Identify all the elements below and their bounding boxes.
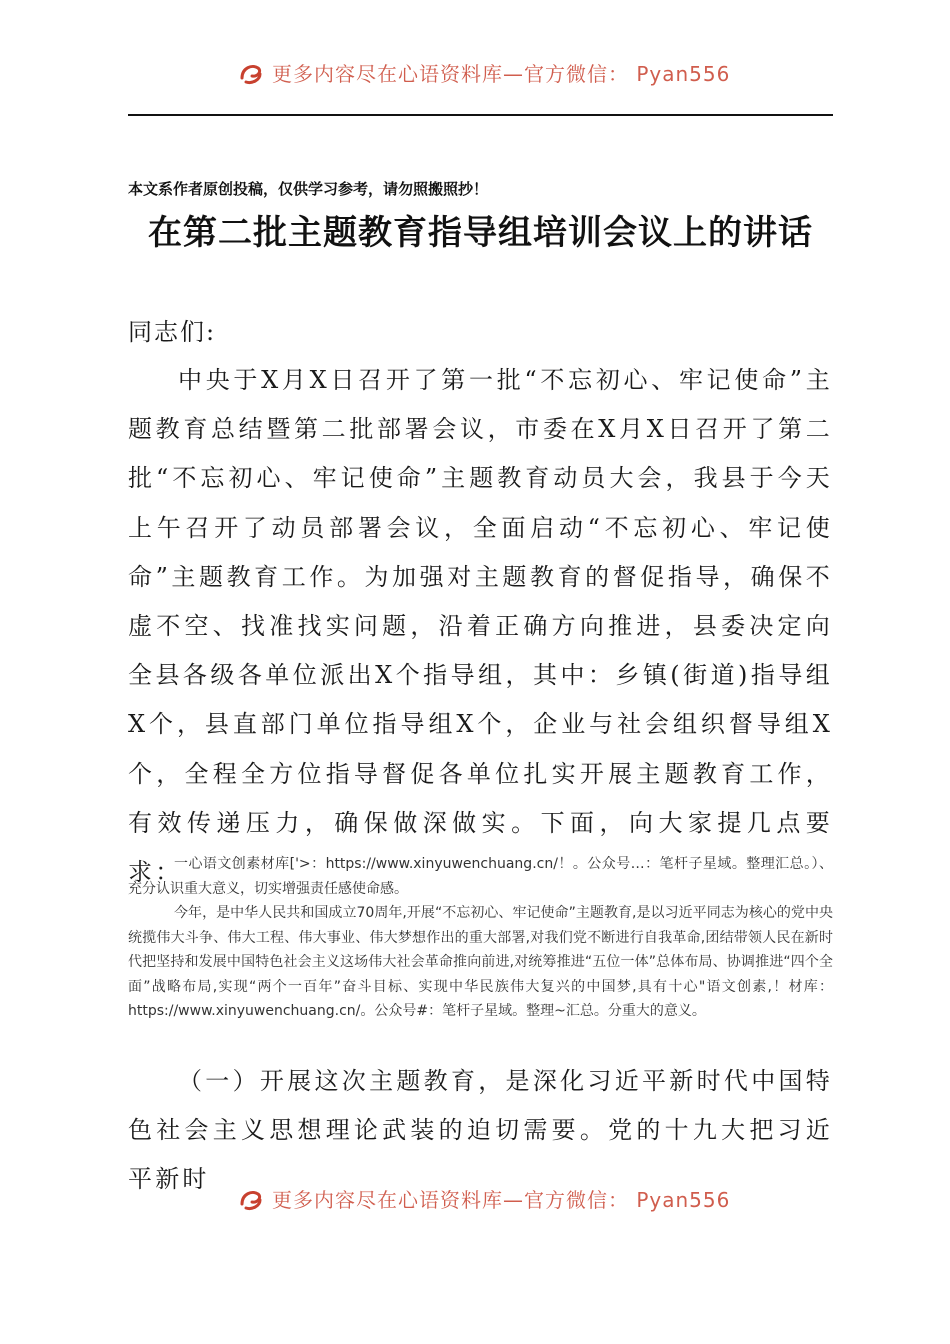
body-paragraph-2: （一）开展这次主题教育，是深化习近平新时代中国特色社会主义思想理论武装的迫切需要。党的十九大把习近平新时 bbox=[128, 1067, 833, 1194]
swirl-logo-icon bbox=[238, 1186, 264, 1212]
body-paragraph-1: 中央于X月X日召开了第一批“不忘初心、牢记使命”主题教育总结暨第二批部署会议，市委在X月X日召开了第二批“不忘初心、牢记使命”主题教育动员大会，我县于今天上午召开了动员部署会议，全面启动“不忘初心、牢记使命”主题教育工作。为加强对主题教育的督促指导，确保不虚不空、找准找实问题，沿着正确方向推进，县委决定向全县各级各单位派出X个指导组，其中：乡镇(街道)指导组X个，县直部门单位指导组X个，企业与社会组织督导组X个，全程全方位指导督促各单位扎实开展主题教育工作，有效传递压力，确保做深做实。下面，向大家提几点要求： bbox=[128, 366, 833, 887]
greeting: 同志们: bbox=[128, 318, 217, 346]
footer-watermark-text: 更多内容尽在心语资料库—官方微信： Pyan556 bbox=[272, 1188, 731, 1212]
header-watermark-text: 更多内容尽在心语资料库—官方微信： Pyan556 bbox=[272, 62, 731, 86]
small-paragraph-2: 今年，是中华人民共和国成立70周年,开展“不忘初心、牢记使命”主题教育,是以习近平同志为核心的党中央统揽伟大斗争、伟大工程、伟大事业、伟大梦想作出的重大部署,对我们党不断进行自我革命,团结带领人民在新时代把坚持和发展中国特色社会主义这场伟大社会革命推向前进,对统筹推进“五位一体”总体布局、协调推进“四个全面”战略布局,实现“两个一百年”奋斗目标、实现中华民族伟大复兴的中国梦,具有十心"语文创素,！材库：https://www.xinyuwenchuang.cn/。公众号#：笔杆子星域。整理~汇总。分重大的意义。 bbox=[128, 905, 833, 1019]
swirl-logo-icon bbox=[238, 60, 264, 86]
footer-watermark bbox=[0, 1180, 950, 1220]
header-watermark bbox=[0, 52, 950, 92]
small-paragraph-1: 一心语文创素材库['>：https://www.xinyuwenchuang.cn/！。公众号…：笔杆子星域。整理汇总。）、充分认识重大意义，切实增强责任感使命感。 bbox=[128, 856, 833, 897]
header-rule bbox=[128, 114, 833, 116]
page-title: 在第二批主题教育指导组培训会议上的讲话 bbox=[148, 213, 813, 253]
small-text-block bbox=[128, 852, 833, 1024]
copyright-notice: 本文系作者原创投稿，仅供学习参考，请勿照搬照抄！ bbox=[128, 180, 489, 198]
